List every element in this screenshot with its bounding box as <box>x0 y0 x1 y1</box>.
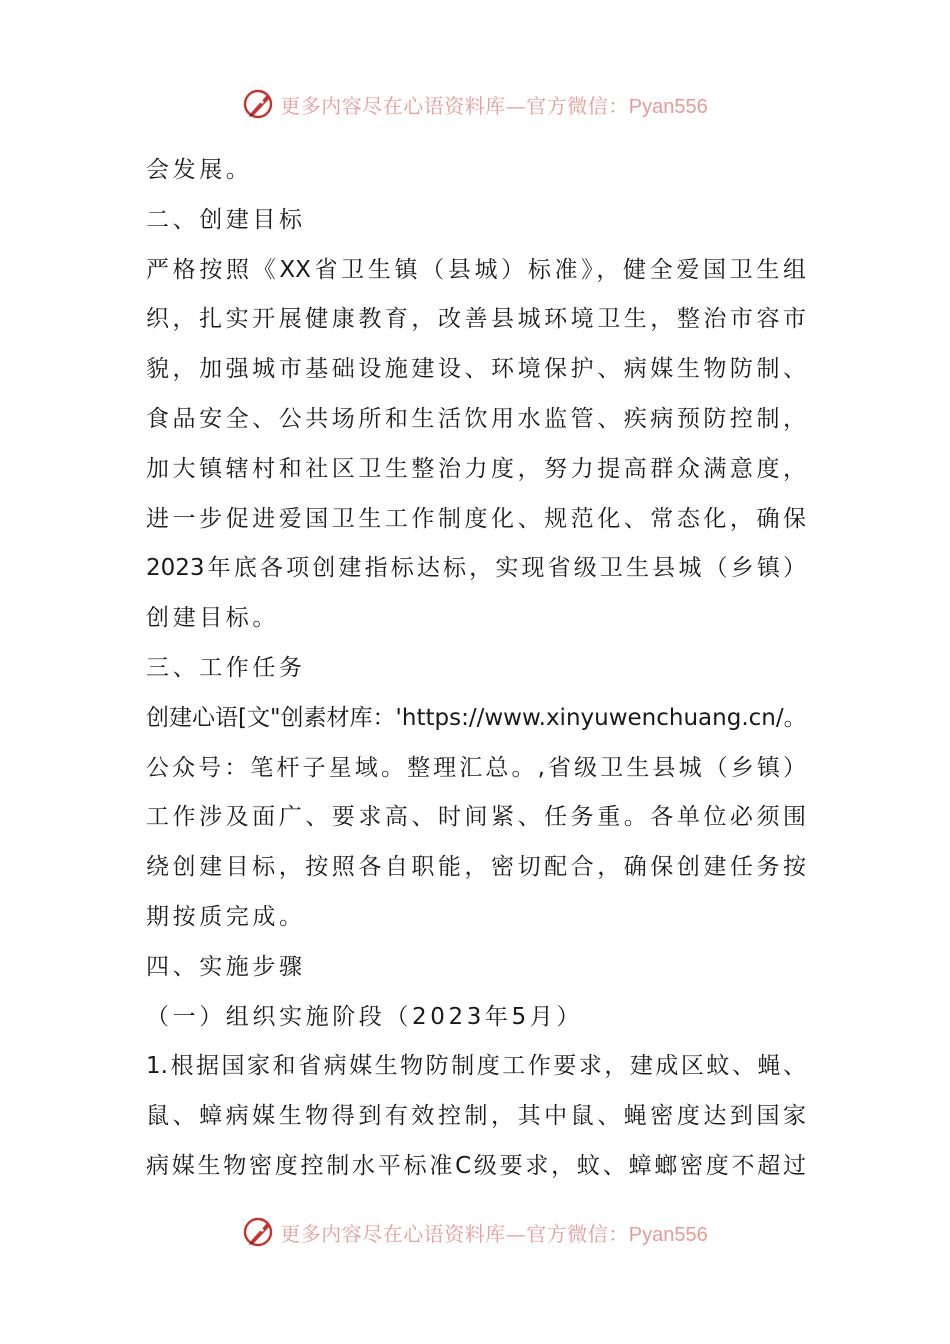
text-line: 食品安全、公共场所和生活饮用水监管、疾病预防控制， <box>146 405 806 432</box>
footer-watermark-banner <box>0 1210 950 1254</box>
text-line: 严格按照《XX省卫生镇（县城）标准》，健全爱国卫生组 <box>146 256 806 283</box>
banner-text: 更多内容尽在心语资料库—官方微信：Pyan556 <box>280 1221 708 1246</box>
text-line: 2023年底各项创建指标达标，实现省级卫生县城（乡镇） <box>146 555 806 582</box>
text-line: 会发展。 <box>146 157 253 183</box>
section-heading-goals: 二、创建目标 <box>146 206 306 233</box>
text-line: 公众号：笔杆子星域。整理汇总。,省级卫生县城（乡镇） <box>146 754 806 781</box>
pen-logo-icon <box>242 1215 276 1249</box>
text-line: 创建心语[文"创素材库：'https://www.xinyuwenchuang.cn/。 <box>146 704 807 731</box>
subsection-heading: （一）组织实施阶段（2023年5月） <box>146 1003 583 1030</box>
text-line: 貌，加强城市基础设施建设、环境保护、病媒生物防制、 <box>146 356 806 383</box>
text-line: 1.根据国家和省病媒生物防制度工作要求，建成区蚊、蝇、 <box>146 1053 806 1080</box>
text-line: 加大镇辖村和社区卫生整治力度，努力提高群众满意度， <box>146 455 806 482</box>
text-line: 工作涉及面广、要求高、时间紧、任务重。各单位必须围 <box>146 804 806 831</box>
text-line: 进一步促进爱国卫生工作制度化、规范化、常态化，确保 <box>146 505 806 532</box>
text-line: 织，扎实开展健康教育，改善县城环境卫生，整治市容市 <box>146 306 806 333</box>
wechat-id: Pyan556 <box>628 1223 708 1246</box>
text-line: 绕创建目标，按照各自职能，密切配合，确保创建任务按 <box>146 854 806 881</box>
pen-logo-icon <box>242 87 276 121</box>
text-line: 鼠、蟑病媒生物得到有效控制，其中鼠、蝇密度达到国家 <box>146 1103 806 1130</box>
text-line: 期按质完成。 <box>146 903 306 930</box>
section-heading-steps: 四、实施步骤 <box>146 953 306 980</box>
wechat-id: Pyan556 <box>628 95 708 118</box>
document-body <box>146 146 806 1192</box>
text-line: 创建目标。 <box>146 605 279 632</box>
text-line: 病媒生物密度控制水平标准C级要求，蚊、蟑螂密度不超过 <box>146 1152 806 1179</box>
banner-text: 更多内容尽在心语资料库—官方微信：Pyan556 <box>280 93 708 118</box>
header-watermark-banner <box>0 82 950 126</box>
section-heading-tasks: 三、工作任务 <box>146 654 306 681</box>
